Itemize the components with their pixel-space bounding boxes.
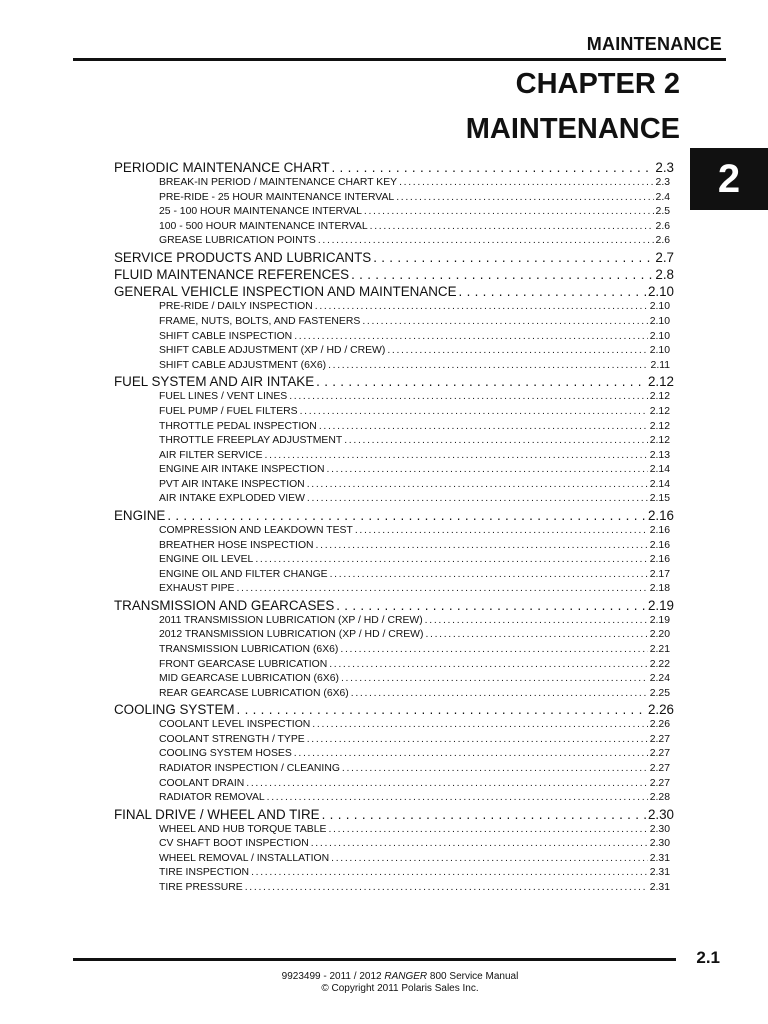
toc-dot-leader bbox=[246, 777, 648, 792]
toc-dot-leader bbox=[373, 249, 653, 266]
toc-dot-leader bbox=[340, 643, 647, 658]
toc-entry-title: REAR GEARCASE LUBRICATION (6X6) bbox=[159, 687, 349, 699]
toc-subsection-entry bbox=[159, 463, 670, 478]
toc-entry-title: WHEEL AND HUB TORQUE TABLE bbox=[159, 823, 327, 835]
toc-entry-page: 2.25 bbox=[649, 687, 670, 699]
toc-entry-page: 2.31 bbox=[649, 852, 670, 864]
toc-dot-leader bbox=[459, 283, 646, 300]
toc-entry-title: WHEEL REMOVAL / INSTALLATION bbox=[159, 852, 330, 864]
toc-dot-leader bbox=[255, 553, 647, 568]
section-header-label: MAINTENANCE bbox=[586, 34, 722, 54]
toc-subsection-entry bbox=[159, 672, 670, 687]
chapter-tab: 2 bbox=[690, 148, 768, 210]
toc-dot-leader bbox=[399, 176, 653, 191]
toc-subsection-entry bbox=[159, 492, 670, 507]
toc-entry-page: 2.14 bbox=[649, 464, 670, 476]
toc-entry-page: 2.30 bbox=[649, 823, 670, 835]
toc-entry-page: 2.10 bbox=[649, 330, 670, 342]
toc-entry-title: COOLANT LEVEL INSPECTION bbox=[159, 719, 311, 731]
toc-entry-page: 2.10 bbox=[649, 316, 670, 328]
toc-dot-leader bbox=[370, 220, 654, 235]
toc-dot-leader bbox=[315, 300, 648, 315]
toc-entry-title: MID GEARCASE LUBRICATION (6X6) bbox=[159, 673, 339, 685]
toc-section-entry bbox=[114, 249, 674, 266]
toc-subsection-entry bbox=[159, 300, 670, 315]
toc-entry-title: ENGINE OIL LEVEL bbox=[159, 554, 254, 566]
toc-subsection-entry bbox=[159, 777, 670, 792]
toc-subsection-entry bbox=[159, 434, 670, 449]
toc-entry-title: FUEL LINES / VENT LINES bbox=[159, 391, 288, 403]
toc-subsection-entry bbox=[159, 420, 670, 435]
toc-section-entry bbox=[114, 159, 674, 176]
toc-dot-leader bbox=[294, 330, 648, 345]
toc-subsection-entry bbox=[159, 658, 670, 673]
toc-subsection-entry bbox=[159, 359, 670, 374]
toc-dot-leader bbox=[425, 614, 648, 629]
toc-subsection-entry bbox=[159, 762, 670, 777]
toc-entry-page: 2.10 bbox=[647, 284, 674, 300]
toc-dot-leader bbox=[251, 866, 648, 881]
toc-entry-page: 2.13 bbox=[649, 449, 670, 461]
toc-subsection-entry bbox=[159, 524, 670, 539]
toc-dot-leader bbox=[331, 852, 648, 867]
toc-dot-leader bbox=[336, 597, 646, 614]
toc-entry-page: 2.12 bbox=[649, 391, 670, 403]
toc-dot-leader bbox=[327, 463, 648, 478]
toc-entry-page: 2.24 bbox=[649, 673, 670, 685]
toc-entry-title: ENGINE AIR INTAKE INSPECTION bbox=[159, 464, 325, 476]
toc-subsection-entry bbox=[159, 449, 670, 464]
toc-entry-page: 2.12 bbox=[649, 405, 670, 417]
toc-dot-leader bbox=[300, 405, 648, 420]
toc-subsection-entry bbox=[159, 330, 670, 345]
toc-dot-leader bbox=[387, 344, 647, 359]
toc-dot-leader bbox=[237, 701, 646, 718]
toc-subsection-entry bbox=[159, 791, 670, 806]
toc-dot-leader bbox=[364, 205, 654, 220]
chapter-title bbox=[466, 62, 680, 152]
toc-subsection-entry bbox=[159, 687, 670, 702]
toc-section-entry bbox=[114, 507, 674, 524]
toc-entry-page: 2.11 bbox=[650, 359, 670, 371]
toc-dot-leader bbox=[332, 159, 654, 176]
header-divider bbox=[73, 58, 726, 61]
toc-entry-title: COMPRESSION AND LEAKDOWN TEST bbox=[159, 524, 353, 536]
toc-entry-page: 2.30 bbox=[649, 838, 670, 850]
toc-subsection-entry bbox=[159, 747, 670, 762]
toc-entry-page: 2.21 bbox=[649, 643, 670, 655]
toc-subsection-entry bbox=[159, 191, 670, 206]
toc-dot-leader bbox=[294, 747, 648, 762]
toc-entry-title: AIR INTAKE EXPLODED VIEW bbox=[159, 493, 305, 505]
toc-entry-title: CV SHAFT BOOT INSPECTION bbox=[159, 838, 309, 850]
toc-dot-leader bbox=[265, 449, 648, 464]
toc-entry-page: 2.5 bbox=[655, 206, 670, 218]
toc-subsection-entry bbox=[159, 628, 670, 643]
toc-entry-title: SHIFT CABLE ADJUSTMENT (6X6) bbox=[159, 359, 327, 371]
toc-dot-leader bbox=[355, 524, 648, 539]
toc-subsection-entry bbox=[159, 733, 670, 748]
manual-id: 9923499 - 2011 / 2012 bbox=[281, 971, 385, 982]
toc-subsection-entry bbox=[159, 568, 670, 583]
footer-text bbox=[0, 971, 768, 995]
toc-entry-title: 100 - 500 HOUR MAINTENANCE INTERVAL bbox=[159, 220, 368, 232]
toc-entry-page: 2.12 bbox=[649, 435, 670, 447]
toc-entry-page: 2.8 bbox=[655, 267, 674, 283]
toc-entry-page: 2.19 bbox=[647, 597, 674, 613]
toc-dot-leader bbox=[267, 791, 648, 806]
toc-entry-page: 2.7 bbox=[655, 249, 674, 265]
toc-entry-page: 2.4 bbox=[655, 191, 670, 203]
toc-entry-title: RADIATOR INSPECTION / CLEANING bbox=[159, 763, 340, 774]
table-of-contents bbox=[114, 159, 674, 896]
footer-divider bbox=[73, 958, 676, 961]
toc-entry-title: COOLING SYSTEM bbox=[114, 702, 235, 718]
toc-entry-page: 2.26 bbox=[649, 719, 670, 731]
toc-dot-leader bbox=[307, 492, 648, 507]
toc-entry-title: FUEL PUMP / FUEL FILTERS bbox=[159, 405, 298, 417]
toc-entry-page: 2.12 bbox=[649, 420, 670, 432]
toc-subsection-entry bbox=[159, 220, 670, 235]
toc-entry-page: 2.19 bbox=[649, 614, 670, 626]
toc-subsection-entry bbox=[159, 582, 670, 597]
toc-section-entry bbox=[114, 806, 674, 823]
page-number: 2.1 bbox=[696, 948, 720, 967]
toc-entry-page: 2.3 bbox=[655, 177, 670, 189]
toc-entry-title: TIRE INSPECTION bbox=[159, 867, 250, 879]
toc-subsection-entry bbox=[159, 344, 670, 359]
toc-entry-page: 2.16 bbox=[647, 507, 674, 523]
toc-entry-title: FRAME, NUTS, BOLTS, AND FASTENERS bbox=[159, 316, 361, 328]
manual-model: RANGER bbox=[384, 971, 428, 982]
toc-entry-page: 2.27 bbox=[649, 777, 670, 789]
toc-dot-leader bbox=[319, 420, 648, 435]
toc-entry-page: 2.16 bbox=[649, 524, 670, 536]
toc-dot-leader bbox=[351, 687, 648, 702]
toc-entry-page: 2.27 bbox=[649, 733, 670, 745]
toc-dot-leader bbox=[289, 390, 648, 405]
manual-title bbox=[0, 971, 768, 983]
toc-subsection-entry bbox=[159, 614, 670, 629]
toc-entry-title: ENGINE bbox=[114, 507, 166, 523]
toc-entry-title: FRONT GEARCASE LUBRICATION bbox=[159, 658, 328, 670]
toc-entry-title: RADIATOR REMOVAL bbox=[159, 792, 265, 804]
toc-entry-page: 2.10 bbox=[649, 301, 670, 313]
toc-entry-title: PERIODIC MAINTENANCE CHART bbox=[114, 160, 330, 175]
toc-dot-leader bbox=[311, 837, 648, 852]
chapter-name-heading: MAINTENANCE bbox=[465, 113, 680, 145]
toc-entry-page: 2.18 bbox=[649, 583, 670, 595]
toc-section-entry bbox=[114, 266, 674, 283]
toc-subsection-entry bbox=[159, 205, 670, 220]
toc-dot-leader bbox=[316, 373, 646, 390]
copyright: © Copyright 2011 Polaris Sales Inc. bbox=[321, 983, 479, 994]
toc-entry-page: 2.27 bbox=[649, 748, 670, 760]
toc-entry-title: COOLING SYSTEM HOSES bbox=[159, 748, 292, 760]
toc-dot-leader bbox=[330, 568, 648, 583]
toc-dot-leader bbox=[245, 881, 648, 896]
toc-entry-title: COOLANT DRAIN bbox=[159, 777, 245, 789]
toc-entry-title: PRE-RIDE / DAILY INSPECTION bbox=[159, 301, 313, 313]
toc-dot-leader bbox=[318, 234, 654, 249]
toc-entry-page: 2.15 bbox=[649, 493, 670, 505]
toc-entry-title: BREATHER HOSE INSPECTION bbox=[159, 539, 314, 551]
toc-entry-title: SHIFT CABLE INSPECTION bbox=[159, 330, 293, 342]
toc-subsection-entry bbox=[159, 643, 670, 658]
toc-dot-leader bbox=[425, 628, 647, 643]
toc-subsection-entry bbox=[159, 405, 670, 420]
toc-section-entry bbox=[114, 597, 674, 614]
toc-entry-title: SERVICE PRODUCTS AND LUBRICANTS bbox=[114, 249, 372, 265]
manual-suffix: 800 Service Manual bbox=[427, 971, 519, 982]
toc-dot-leader bbox=[316, 539, 648, 554]
toc-entry-title: PVT AIR INTAKE INSPECTION bbox=[159, 478, 305, 490]
toc-dot-leader bbox=[322, 806, 646, 823]
toc-dot-leader bbox=[344, 434, 648, 449]
toc-entry-title: PRE-RIDE - 25 HOUR MAINTENANCE INTERVAL bbox=[159, 191, 395, 203]
toc-entry-page: 2.16 bbox=[649, 554, 670, 566]
toc-entry-title: FINAL DRIVE / WHEEL AND TIRE bbox=[114, 806, 320, 822]
toc-subsection-entry bbox=[159, 234, 670, 249]
toc-dot-leader bbox=[167, 507, 646, 524]
toc-entry-page: 2.31 bbox=[649, 867, 670, 879]
toc-entry-page: 2.6 bbox=[655, 235, 670, 247]
toc-entry-page: 2.22 bbox=[649, 658, 670, 670]
toc-subsection-entry bbox=[159, 478, 670, 493]
toc-entry-title: SHIFT CABLE ADJUSTMENT (XP / HD / CREW) bbox=[159, 345, 386, 357]
toc-dot-leader bbox=[351, 266, 653, 283]
toc-entry-page: 2.20 bbox=[649, 629, 670, 641]
toc-entry-page: 2.26 bbox=[647, 702, 674, 718]
toc-entry-page: 2.14 bbox=[649, 478, 670, 490]
toc-entry-title: THROTTLE FREEPLAY ADJUSTMENT bbox=[159, 435, 343, 447]
toc-entry-title: GREASE LUBRICATION POINTS bbox=[159, 235, 316, 247]
toc-entry-title: FLUID MAINTENANCE REFERENCES bbox=[114, 267, 350, 283]
toc-entry-page: 2.12 bbox=[647, 374, 674, 390]
toc-entry-title: TRANSMISSION LUBRICATION (6X6) bbox=[159, 643, 339, 655]
toc-entry-title: FUEL SYSTEM AND AIR INTAKE bbox=[114, 374, 315, 390]
toc-dot-leader bbox=[396, 191, 653, 206]
toc-entry-title: COOLANT STRENGTH / TYPE bbox=[159, 733, 305, 745]
toc-entry-page: 2.3 bbox=[655, 160, 674, 175]
toc-dot-leader bbox=[362, 315, 647, 330]
toc-dot-leader bbox=[342, 762, 648, 777]
toc-entry-title: 2012 TRANSMISSION LUBRICATION (XP / HD / CREW) bbox=[159, 629, 424, 641]
toc-subsection-entry bbox=[159, 315, 670, 330]
toc-entry-title: 2011 TRANSMISSION LUBRICATION (XP / HD / CREW) bbox=[159, 614, 423, 626]
toc-subsection-entry bbox=[159, 866, 670, 881]
toc-dot-leader bbox=[307, 478, 648, 493]
chapter-number-heading: CHAPTER 2 bbox=[515, 68, 680, 100]
toc-entry-title: THROTTLE PEDAL INSPECTION bbox=[159, 420, 317, 432]
toc-entry-page: 2.30 bbox=[647, 806, 674, 822]
toc-subsection-entry bbox=[159, 823, 670, 838]
toc-entry-page: 2.27 bbox=[649, 763, 670, 774]
toc-entry-title: BREAK-IN PERIOD / MAINTENANCE CHART KEY bbox=[159, 177, 398, 189]
toc-entry-page: 2.28 bbox=[649, 792, 670, 804]
toc-section-entry bbox=[114, 701, 674, 718]
toc-subsection-entry bbox=[159, 553, 670, 568]
toc-dot-leader bbox=[328, 823, 647, 838]
toc-subsection-entry bbox=[159, 852, 670, 867]
toc-dot-leader bbox=[328, 359, 648, 374]
toc-entry-title: AIR FILTER SERVICE bbox=[159, 449, 263, 461]
toc-dot-leader bbox=[236, 582, 647, 597]
toc-entry-title: TIRE PRESSURE bbox=[159, 882, 243, 894]
toc-dot-leader bbox=[341, 672, 648, 687]
toc-subsection-entry bbox=[159, 881, 670, 896]
toc-entry-page: 2.17 bbox=[649, 568, 670, 580]
toc-entry-title: ENGINE OIL AND FILTER CHANGE bbox=[159, 568, 328, 580]
toc-entry-page: 2.6 bbox=[655, 220, 670, 232]
toc-entry-title: 25 - 100 HOUR MAINTENANCE INTERVAL bbox=[159, 206, 362, 218]
toc-entry-title: EXHAUST PIPE bbox=[159, 583, 235, 595]
toc-dot-leader bbox=[307, 733, 648, 748]
toc-subsection-entry bbox=[159, 539, 670, 554]
toc-entry-page: 2.16 bbox=[649, 539, 670, 551]
toc-subsection-entry bbox=[159, 718, 670, 733]
toc-dot-leader bbox=[312, 718, 647, 733]
toc-entry-page: 2.10 bbox=[649, 345, 670, 357]
toc-entry-page: 2.31 bbox=[649, 882, 670, 894]
toc-subsection-entry bbox=[159, 837, 670, 852]
toc-subsection-entry bbox=[159, 176, 670, 191]
toc-entry-title: TRANSMISSION AND GEARCASES bbox=[114, 597, 335, 613]
toc-section-entry bbox=[114, 373, 674, 390]
toc-entry-title: GENERAL VEHICLE INSPECTION AND MAINTENANCE bbox=[114, 284, 457, 300]
toc-section-entry bbox=[114, 283, 674, 300]
toc-dot-leader bbox=[329, 658, 648, 673]
toc-subsection-entry bbox=[159, 390, 670, 405]
